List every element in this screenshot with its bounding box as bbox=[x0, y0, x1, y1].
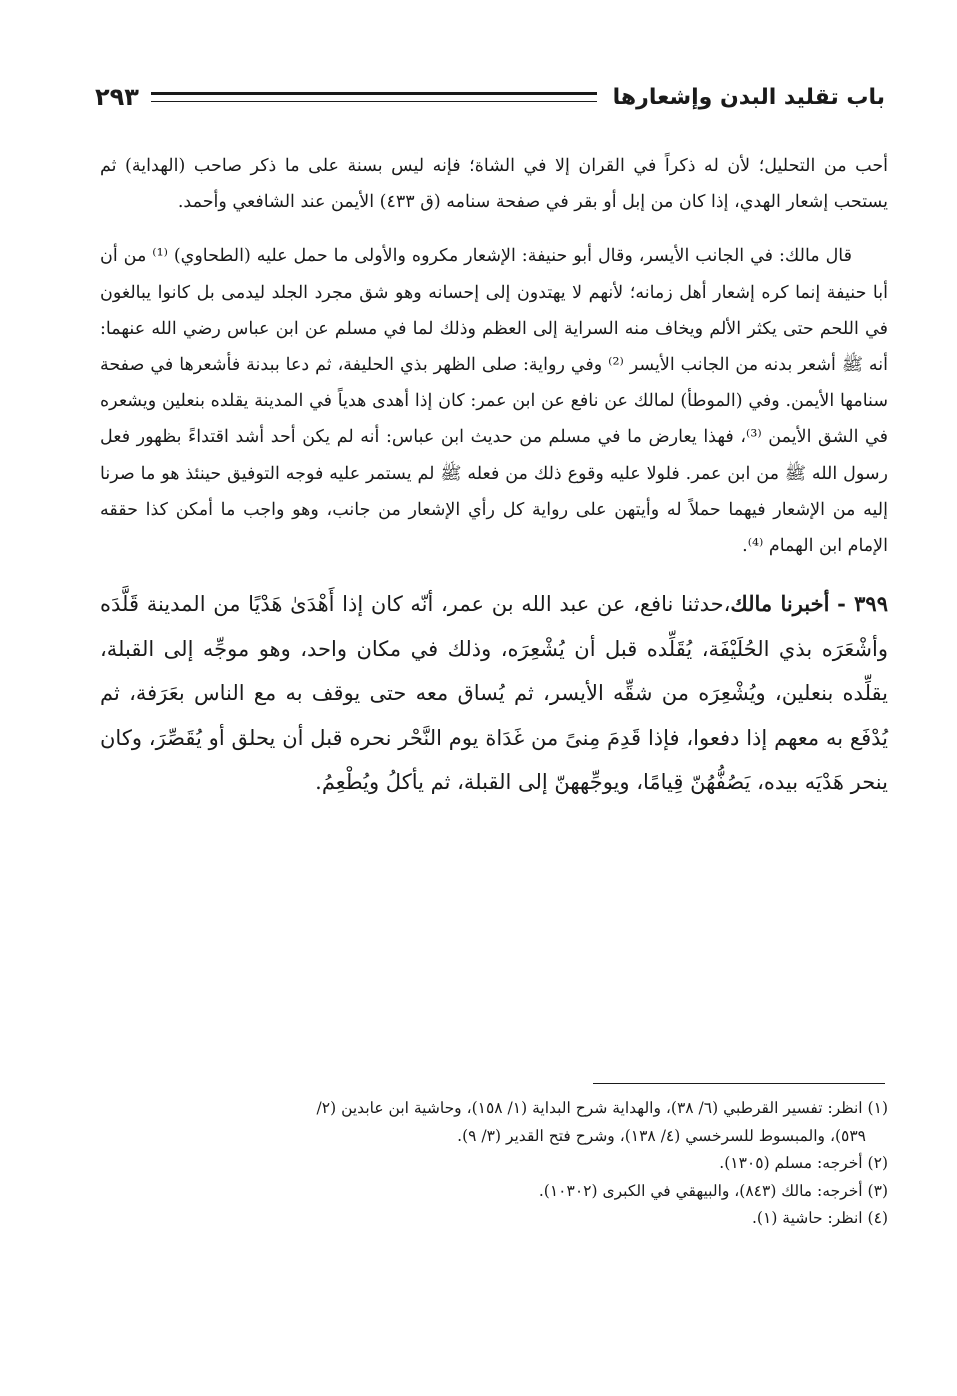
footnote-marker: (١) bbox=[867, 1099, 888, 1117]
footnote-text: أخرجه: مسلم (١٣٠٥). bbox=[719, 1154, 863, 1172]
page-number: ٢٩٣ bbox=[95, 83, 139, 111]
footnotes bbox=[92, 1095, 888, 1233]
commentary-text bbox=[100, 148, 888, 805]
chapter-title: باب تقليد البدن وإشعارها bbox=[612, 84, 885, 110]
footnote-text-continued: ٥٣٩)، والمبسوط للسرخسي (٤/ ١٣٨)، وشرح فتح القدير (٣/ ٩). bbox=[457, 1126, 866, 1145]
hadith-number: ٣٩٩ - bbox=[837, 591, 888, 617]
hadith-lead: أخبرنا مالك bbox=[730, 591, 830, 617]
footnote-marker: (٤) bbox=[867, 1209, 888, 1227]
footnote-text: انظر: تفسير القرطبي (٦/ ٣٨)، والهداية شرح البداية (١/ ١٥٨)، وحاشية ابن عابدين (٢/ bbox=[316, 1099, 863, 1117]
footnote-1 bbox=[92, 1095, 888, 1150]
footnote-text: أخرجه: مالك (٨٤٣)، والبيهقي في الكبرى (١٠٣٠٢). bbox=[538, 1181, 863, 1200]
hadith-text: ،حدثنا نافع، عن عبد الله بن عمر، أنّه كان إذا أَهْدَىٰ هَدْيًا من المدينة قَلَّدَه وأشْعَرَه بذي الحُلَيْفَة، يُقَلِّده قبل أن يُشْعِرَه، وذلك في مكان واحد، وهو موجِّه إلى القبلة، يقلِّده بنعلين، ويُشْعِرَه من شقِّه الأيسر، ثم يُساق معه حتى يوقف به مع الناس بعَرَفة، ثم يُدْفَع به معهم إذا دفعوا، فإذا قَدِمَ مِنىً من غَدَاة يوم النَّحْر نحره قبل أن يحلق أو يُقَصِّرَ، وكان ينحر هَدْيَه بيده، يَصُفُّهُنّ قِيامًا، ويوجِّههنّ إلى القبلة، ثم يأكلُ ويُطْعِمُ. bbox=[100, 592, 888, 795]
footnote-marker: (٢) bbox=[867, 1154, 888, 1172]
footnote-marker: (٣) bbox=[867, 1181, 888, 1200]
footnote-separator bbox=[593, 1083, 885, 1084]
commentary-paragraph-2: قال مالك: في الجانب الأيسر، وقال أبو حنيفة: الإشعار مكروه والأولى ما حمل عليه (الطحاوي) ⁽¹⁾ من أن أبا حنيفة إنما كره إشعار أهل زمانه؛ لأنهم لا يهتدون إلى إحسانه وهو شق مجرد الجلد ليدمى بل كانوا يبالغون في اللحم حتى يكثر الألم ويخاف منه السراية إلى العظم وذلك لما في مسلم عن ابن عباس رضي الله عنهما: أنه ﷺ أشعر بدنه من الجانب الأيسر ⁽²⁾ وفي رواية: صلى الظهر بذي الحليفة، ثم دعا ببدنة فأشعرها في صفحة سنامها الأيمن. وفي (الموطأ) لمالك عن نافع عن ابن عمر: كان إذا أهدى هدياً في المدينة يقلده بنعلين ويشعره في الشق الأيمن ⁽³⁾، فهذا يعارض ما في مسلم من حديث ابن عباس: أنه لم يكن أحد أشد اقتداءً بظهور فعل رسول الله ﷺ من ابن عمر. فلولا عليه وقوع ذلك من فعله ﷺ لم يستمر عليه فوجه التوفيق حينئذ هو ما صرنا إليه من الإشعار فيهما حملاً له وأيتهن على رواية كل رأي الإشعار من جانب، وهو واجب ما أمكن كذا حققه الإمام ابن الهمام ⁽⁴⁾. bbox=[100, 246, 888, 557]
header-rule bbox=[151, 92, 597, 102]
footnote-text: انظر: حاشية (١). bbox=[752, 1209, 863, 1227]
hadith-399 bbox=[100, 582, 888, 805]
running-header bbox=[95, 72, 885, 122]
footnote-2 bbox=[92, 1150, 888, 1178]
commentary-paragraph-1: أحب من التحليل؛ لأن له ذكراً في القران إلا في الشاة؛ فإنه ليس بسنة على ما ذكر صاحب (الهداية) ثم يستحب إشعار الهدي، إذا كان من إبل أو بقر في صفحة سنامه (ق ٤٣٣) الأيمن عند الشافعي وأحمد. bbox=[100, 156, 888, 213]
footnote-4 bbox=[92, 1205, 888, 1233]
footnote-3 bbox=[92, 1178, 888, 1206]
